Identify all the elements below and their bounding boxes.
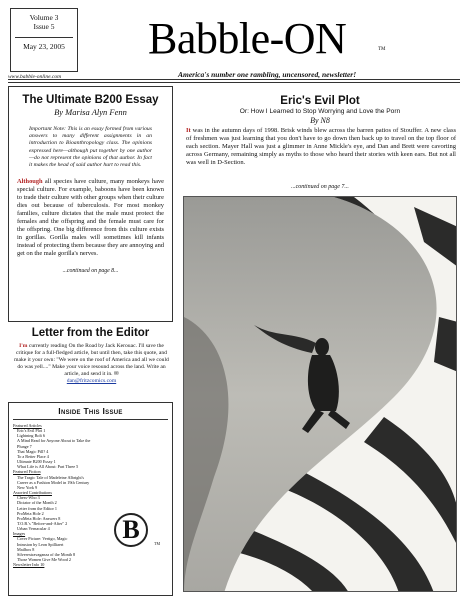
logo-trademark: TM	[378, 47, 386, 52]
plot-continued: ...continued on page 7...	[291, 184, 349, 190]
plot-title: Eric's Evil Plot	[280, 95, 360, 107]
masthead-rule	[8, 79, 460, 80]
editor-letter-body	[14, 343, 169, 385]
issue-info-box	[10, 8, 78, 72]
toc-section-heading[interactable]: Newsletter Info 10	[13, 562, 45, 568]
essay-author: By Marisa Alyn Fenn	[54, 107, 127, 117]
editor-letter-title: Letter from the Editor	[31, 327, 150, 339]
site-url: www.babble-online.com	[8, 74, 62, 80]
essay-note: Important Note: This is an essay formed from various answers to many different assignments in an introduction to Bioanthropology class. The opinions expressed here—although put together by one author—do not represent the opinions of that author. In fact it makes the head of said author hurt to read this.	[29, 126, 152, 169]
editor-lead-word: I'm	[19, 343, 28, 349]
toc-section-heading[interactable]: Assorted Contributions	[13, 490, 52, 496]
newsletter-logo: Babble-ON	[148, 14, 347, 63]
toc-item[interactable]: The Tragic Tale of Madeleine Albright's Career as a Fashion Model in 19th Century New York 9	[17, 474, 90, 490]
b-logo-trademark: TM	[154, 541, 160, 546]
toc-item[interactable]: Intrusion by Leon Spilliaert	[17, 541, 64, 547]
editor-body-text: currently reading On the Road by Jack Kerouac. I'll save the critique for a full-fledged article, but until then, take this quote, and make it your own: "We were on the roof of America and all we could do was yell...." Make your voice resound across the land. Write an article, and send it in.	[14, 343, 169, 377]
volume-label: Volume 3	[29, 13, 59, 22]
toc-list	[13, 423, 95, 567]
plot-body	[186, 127, 456, 167]
toc-item[interactable]: Eric's Evil Plot 1	[17, 428, 46, 434]
plot-byline: By N8	[310, 116, 330, 125]
toc-item[interactable]: Those Women Give Me Wood 2	[17, 557, 71, 563]
toc-title: Inside This Issue	[58, 406, 123, 416]
essay-box	[8, 86, 173, 322]
toc-item[interactable]: Silverextravaganza of the Month 8	[17, 551, 76, 557]
toc-section-heading[interactable]: Featured Fiction	[13, 469, 41, 475]
cover-picture	[183, 196, 457, 592]
essay-continued: ...continued on page 8...	[62, 268, 119, 275]
masthead-rule-second	[8, 82, 460, 83]
toc-divider	[13, 419, 168, 420]
issue-label: Issue 5	[33, 22, 55, 31]
toc-item[interactable]: What Life is All About: Part Three 5	[17, 464, 79, 470]
toc-item[interactable]: ProMeta Hole 2	[17, 510, 44, 516]
toc-item[interactable]: Letter from the Editor 1	[17, 505, 58, 511]
toc-item[interactable]: Urban Vernacular 4	[17, 526, 50, 532]
editor-email-link[interactable]: dan@fritzcomics.com	[66, 378, 117, 384]
essay-body-text: all species have culture, many monkeys have special culture. For example, baboons have been known to trade their culture with other groups when their culture dies out because of tuberculosis. For most monkey families, culture dictates that the male must protect the females and the offspring and the female must care for the offspring. One big difference from this culture exists in gorillas. Gorilla males will sometimes kill infants instead of protecting them because they are annoying and get on the male gorilla's nerves.	[17, 178, 164, 258]
toc-item[interactable]: Dictator of the Month 2	[17, 500, 57, 506]
envelope-icon: ✉	[113, 371, 119, 377]
toc-section-heading[interactable]: Images	[13, 531, 26, 537]
b-logo: B	[114, 513, 148, 547]
issue-date: May 23, 2005	[23, 42, 65, 51]
essay-lead-word: Although	[17, 178, 43, 186]
toc-item[interactable]: Lightning Bolt 6	[17, 433, 45, 439]
toc-item[interactable]: That Magic Pill? 4	[17, 448, 49, 454]
toc-section-heading[interactable]: Featured Articles	[13, 423, 42, 428]
toc-item[interactable]: Mailbox 8	[17, 546, 35, 552]
cover-picture-svg	[184, 197, 457, 592]
toc-item[interactable]: ProMeta Hole: Answers 8	[17, 515, 61, 521]
plot-lead-word: It	[186, 127, 191, 134]
tagline: America's number one rambling, uncensored, newsletter!	[178, 70, 357, 79]
toc-item[interactable]: To a Better Place 4	[17, 453, 49, 459]
toc-item[interactable]: Ultimate B200 Essay 1	[17, 459, 56, 465]
essay-body	[17, 178, 164, 258]
plot-body-text: was in the autumn days of 1998. Brisk winds blew across the barren patios of Stouffer. A new class of freshmen was just learning that you don't have to go down then back up to travel on the top floor of each section. Mayer Hall was just a glimmer in Anne Mickle's eye, and Dan and Brett were cavorting across Germany, remaining simply as myths to those who heard their stories with keen ears. But not all was well in D-Section.	[186, 127, 456, 167]
issue-box-divider	[15, 37, 73, 38]
plot-subtitle: Or: How I Learned to Stop Worrying and Love the Porn	[239, 108, 401, 115]
toc-item[interactable]: Cover Picture: Vertigo, Magic	[17, 536, 68, 542]
toc-item[interactable]: Chess-Who 3	[17, 495, 40, 501]
essay-title: The Ultimate B200 Essay	[22, 94, 159, 106]
table-of-contents	[8, 402, 173, 596]
toc-item[interactable]: T.O.B.'s "Before-and-After" 2	[17, 520, 68, 526]
toc-item[interactable]: A Mind Read for Anyone About to Take the Plunge 7	[17, 438, 91, 449]
